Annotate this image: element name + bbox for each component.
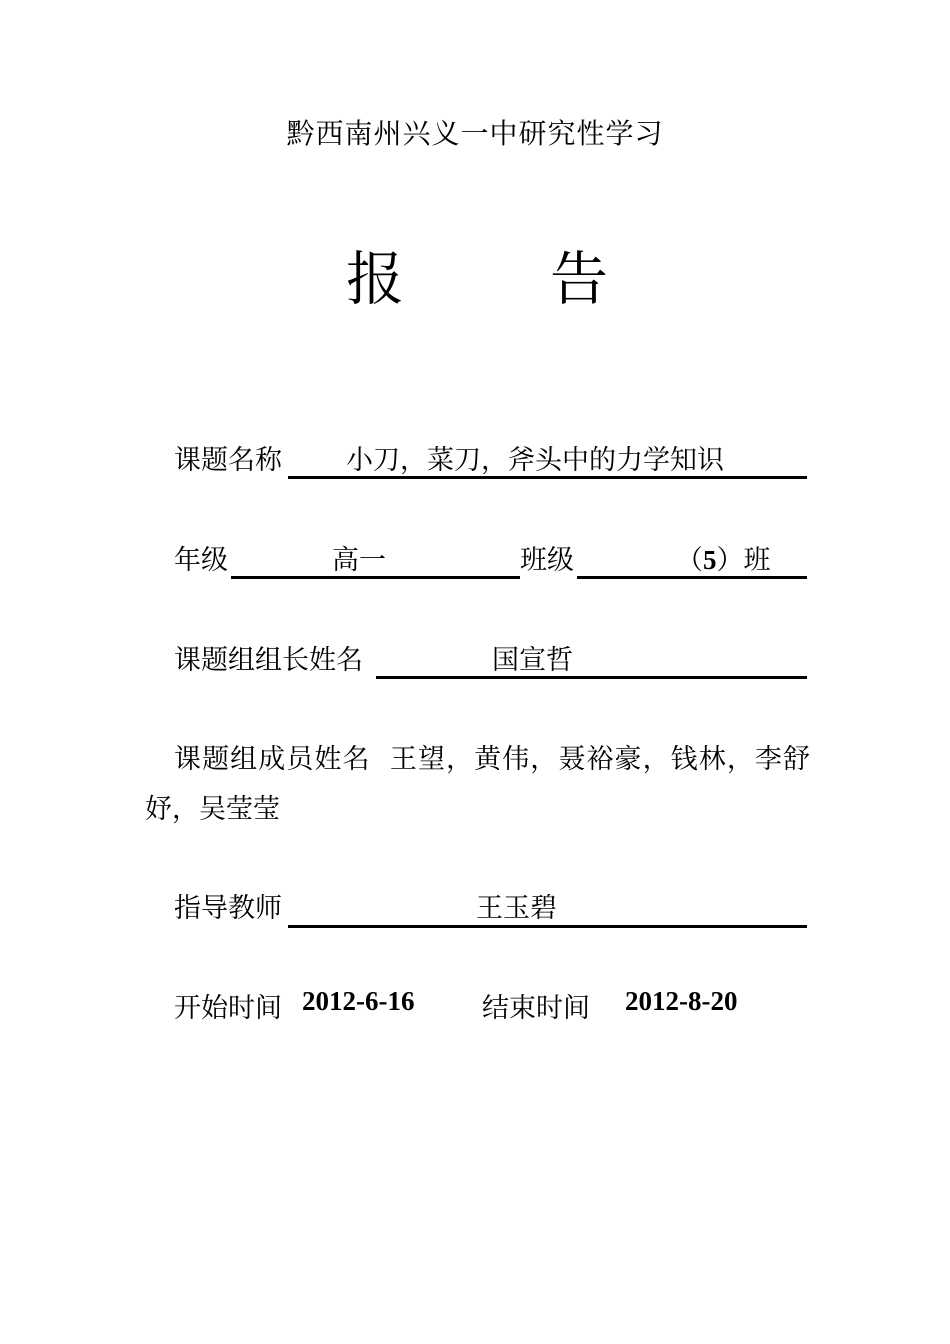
leader-label: 课题组组长姓名 [174,645,363,676]
start-label: 开始时间 [174,993,282,1024]
class-value-number: 5 [703,545,717,575]
grade-label: 年级 [174,545,228,576]
report-title-char-1: 报 [346,245,405,313]
class-value [676,538,771,577]
end-label: 结束时间 [482,993,590,1024]
members-label: 课题组成员姓名 [174,744,371,775]
advisor-value: 王玉碧 [476,893,557,924]
advisor-underline [288,925,807,928]
leader-value: 国宣哲 [492,645,573,676]
grade-underline [231,576,520,579]
grade-value: 高一 [332,545,386,576]
class-value-open: （ [676,545,703,576]
report-title-char-2: 告 [550,245,609,313]
class-value-close: ）班 [716,545,771,576]
start-date: 2012-6-16 [302,986,415,1016]
end-date: 2012-8-20 [625,986,738,1016]
topic-label: 课题名称 [174,445,282,476]
advisor-label: 指导教师 [174,893,282,924]
class-label: 班级 [520,545,574,576]
leader-underline [376,676,807,679]
members-paragraph [145,735,810,835]
members-value: 王望，黄伟，聂裕豪，钱林，李舒妤，吴莹莹 [145,744,811,825]
class-underline [577,576,807,579]
school-heading: 黔西南州兴义一中研究性学习 [286,117,664,150]
topic-value: 小刀，菜刀，斧头中的力学知识 [346,445,724,476]
topic-underline [288,476,807,479]
